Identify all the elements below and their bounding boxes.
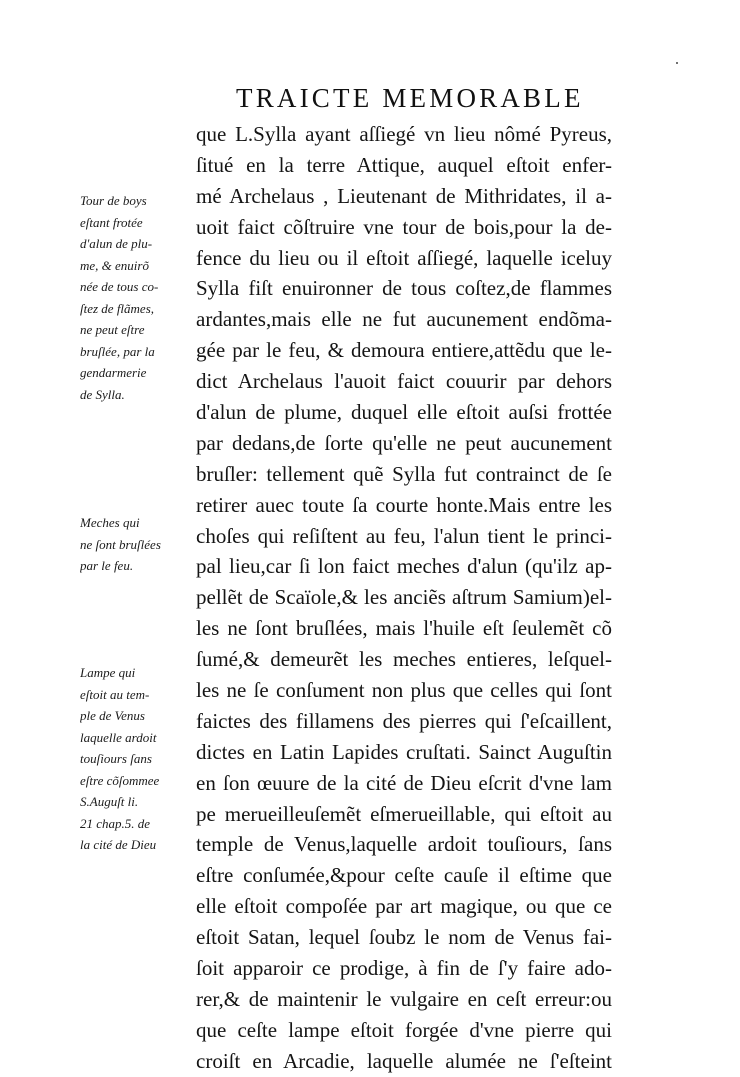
margin-note-line: de Sylla. [80, 386, 125, 402]
text-line: mé Archelaus , Lieutenant de Mithridates, il a- [196, 183, 612, 208]
text-line: retirer auec toute ſa courte honte.Mais entre les [196, 492, 612, 517]
margin-note-line: bruſlée, par la [80, 343, 155, 359]
text-line: pal lieu,car ſi lon faict meches d'alun (qu'ilz ap- [196, 554, 612, 579]
margin-note-line: Meches qui [80, 515, 140, 530]
margin-note-line: ſtez de flãmes, [80, 300, 155, 316]
margin-note-line: Tour de boys [80, 193, 147, 208]
margin-note-line: 21 chap.5. de [80, 815, 151, 831]
margin-note-line: eſtre cõſommee [80, 772, 160, 788]
text-line: croiſt en Arcadie, laquelle alumée ne ſ'eſteint [196, 1048, 612, 1073]
text-line: les ne ſont bruſlées, mais l'huile eſt ſeulemẽt cõ [196, 616, 612, 641]
text-line: que ceſte lampe eſtoit forgée d'vne pierre qui [196, 1017, 612, 1042]
text-line: pe merueilleuſemẽt eſmerueillable, qui eſtoit au [196, 801, 612, 826]
text-line: les ne ſe conſument non plus que celles qui ſont [196, 678, 612, 703]
text-line: dict Archelaus l'auoit faict couurir par dehors [196, 369, 612, 394]
margin-note-line: gendarmerie [80, 365, 147, 380]
margin-note-line: eſtant frotée [80, 214, 143, 230]
text-line: en ſon œuure de la cité de Dieu eſcrit d'vne lam [196, 770, 612, 795]
text-line: faictes des fillamens des pierres qui ſ'eſcaillent, [196, 708, 612, 733]
margin-note-wicks [80, 512, 202, 577]
text-line: ardantes,mais elle ne fut aucunement endõma- [196, 307, 612, 332]
text-line: temple de Venus,laquelle ardoit touſiours, ſans [196, 832, 612, 857]
margin-note-line: eſtoit au tem- [80, 686, 150, 702]
text-line: ſoit apparoir ce prodige, à fin de ſ'y faire ado- [196, 956, 612, 981]
text-line: que L.Sylla ayant aſſiegé vn lieu nômé Pyreus, [196, 122, 612, 146]
text-line: ſumé,& demeurẽt les meches entieres, leſquel- [196, 647, 612, 672]
text-line: par dedans,de ſorte qu'elle ne peut aucunement [196, 430, 612, 455]
margin-note-line: ple de Venus [80, 708, 145, 723]
margin-note-line: par le feu. [80, 558, 134, 573]
page-speck [676, 62, 678, 64]
running-head: TRAICTE MEMORABLE [236, 83, 584, 113]
margin-note-tower [80, 190, 202, 405]
text-line: dictes en Latin Lapides cruſtati. Sainct Auguſtin [196, 739, 612, 764]
text-line: eſtre conſumée,&pour ceſte cauſe il eſtime que [196, 863, 612, 888]
margin-note-line: ne peut eſtre [80, 322, 145, 337]
text-line: bruſler: tellement quẽ Sylla fut contrainct de ſe [196, 461, 612, 486]
text-line: rer,& de maintenir le vulgaire en ceſt erreur:ou [196, 986, 612, 1011]
text-line: d'alun de plume, duquel elle eſtoit auſsi frottée [196, 400, 612, 425]
margin-note-line: S.Auguſt li. [80, 794, 139, 809]
text-line: elle eſtoit compoſée par art magique, ou que ce [196, 894, 612, 919]
margin-note-line: touſiours ſans [80, 751, 152, 766]
text-line: fence du lieu ou il eſtoit aſſiegé, laquelle iceluy [196, 245, 612, 270]
text-line: Sylla fiſt enuironner de tous coſtez,de flammes [196, 276, 612, 301]
margin-note-lamp [80, 662, 202, 856]
margin-note-line: Lampe qui [80, 665, 136, 680]
text-line: eſtoit Satan, lequel ſoubz le nom de Venus fai- [196, 925, 612, 950]
margin-note-line: née de tous co- [80, 279, 159, 294]
text-line: choſes qui reſiſtent au feu, l'alun tient le princi- [196, 523, 612, 548]
body-text [196, 119, 612, 1077]
margin-note-line: me, & enuirõ [80, 257, 149, 273]
margin-note-line: d'alun de plu- [80, 236, 153, 251]
text-line: ſitué en la terre Attique, auquel eſtoit enfer- [196, 152, 612, 177]
margin-note-line: ne ſont bruſlées [80, 536, 161, 552]
margin-note-line: laquelle ardoit [80, 729, 157, 745]
text-line: uoit faict cõſtruire vne tour de bois,pour la de- [196, 214, 612, 239]
text-line: gée par le feu, & demoura entiere,attẽdu que le- [196, 338, 612, 363]
margin-note-line: la cité de Dieu [80, 837, 157, 852]
text-line: pellẽt de Scaïole,& les anciẽs aſtrum Samium)el- [196, 585, 612, 610]
